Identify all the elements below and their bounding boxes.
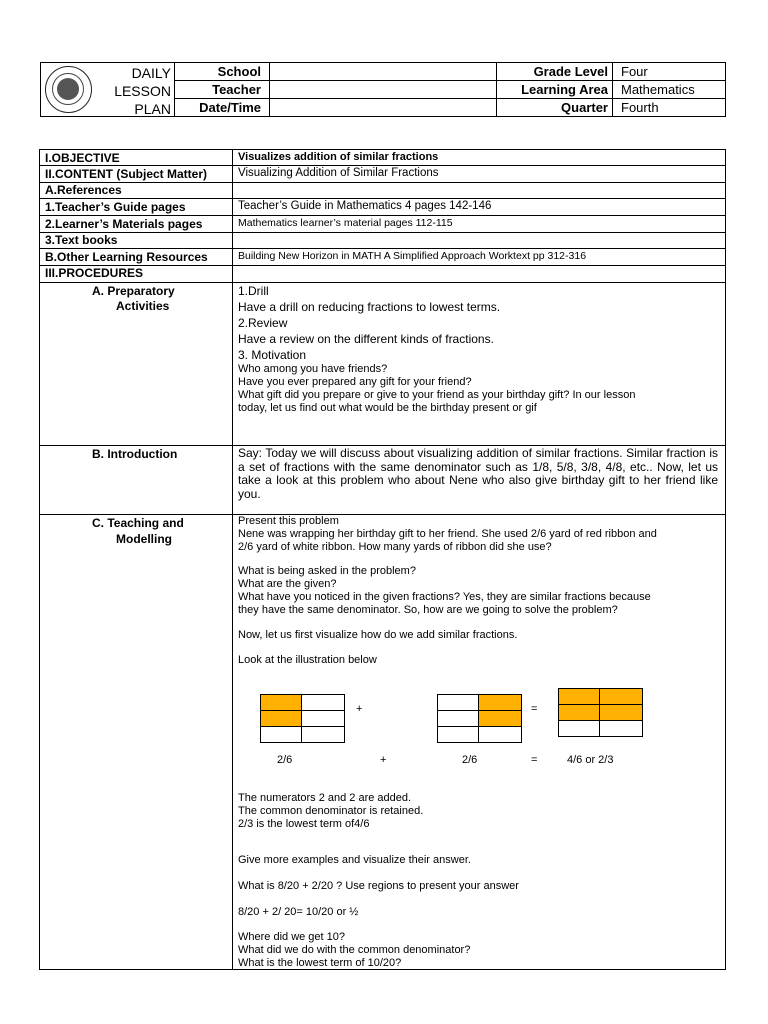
divider xyxy=(40,182,725,183)
objective-label: I.OBJECTIVE xyxy=(45,151,120,165)
cell xyxy=(302,695,344,711)
shaded-cell xyxy=(559,689,600,705)
fraction-region-3 xyxy=(558,688,643,737)
title-plan: PLAN xyxy=(134,101,171,117)
teach-line: What have you noticed in the given fractions? Yes, they are similar fractions because xyxy=(238,591,651,603)
plus-sign: + xyxy=(356,703,363,715)
cell xyxy=(559,721,600,736)
deped-seal xyxy=(45,66,92,113)
motivation-q3: What gift did you prepare or give to your friend as your birthday gift? In our lesson xyxy=(238,389,636,401)
fraction-region-2 xyxy=(437,694,522,743)
objective-value: Visualizes addition of similar fractions xyxy=(238,151,439,163)
drill-title: 1.Drill xyxy=(238,284,269,298)
lesson-table xyxy=(39,149,726,970)
title-lesson: LESSON xyxy=(114,83,171,99)
motivation-q1: Who among you have friends? xyxy=(238,363,388,375)
procedures-label: III.PROCEDURES xyxy=(45,266,144,280)
fraction-label-1: 2/6 xyxy=(277,754,293,766)
school-label: School xyxy=(217,64,261,79)
teach-line: Give more examples and visualize their answer. xyxy=(238,854,471,866)
motivation-q2: Have you ever prepared any gift for your friend? xyxy=(238,376,472,388)
teach-line: Look at the illustration below xyxy=(238,654,377,666)
prep-label-2: Activities xyxy=(116,299,170,313)
teach-line: What is 8/20 + 2/20 ? Use regions to present your answer xyxy=(238,880,519,892)
olr-value: Building New Horizon in MATH A Simplified Approach Worktext pp 312-316 xyxy=(238,250,587,262)
divider xyxy=(40,232,725,233)
motivation-q4: today, let us find out what would be the birthday present or gif xyxy=(238,402,537,414)
content-value: Visualizing Addition of Similar Fractions xyxy=(238,167,439,179)
review-title: 2.Review xyxy=(238,316,288,330)
fraction-region-1 xyxy=(260,694,345,743)
divider xyxy=(232,150,233,969)
motivation-title: 3. Motivation xyxy=(238,348,307,362)
teach-line: 2/3 is the lowest term of4/6 xyxy=(238,818,370,830)
teach-label-2: Modelling xyxy=(116,532,172,546)
teach-line: Present this problem xyxy=(238,515,339,527)
teach-line: Nene was wrapping her birthday gift to her friend. She used 2/6 yard of red ribbon and xyxy=(238,528,657,540)
drill-text: Have a drill on reducing fractions to lowest terms. xyxy=(238,300,501,314)
divider xyxy=(40,165,725,166)
shaded-cell xyxy=(261,711,302,727)
cell xyxy=(261,727,302,742)
teach-line: What is being asked in the problem? xyxy=(238,565,416,577)
teach-line: 2/6 yard of white ribbon. How many yards of ribbon did she use? xyxy=(238,541,552,553)
equals-sign: = xyxy=(531,703,538,715)
shaded-cell xyxy=(600,705,642,721)
teach-line: What is the lowest term of 10/20? xyxy=(238,957,402,969)
quarter-label: Quarter xyxy=(561,100,608,115)
plus-sign-2: + xyxy=(380,754,387,766)
cell xyxy=(438,695,479,711)
teach-line: What did we do with the common denominator? xyxy=(238,944,471,956)
teach-line: Where did we get 10? xyxy=(238,931,346,943)
fraction-label-2: 2/6 xyxy=(462,754,478,766)
divider xyxy=(612,63,613,116)
grade-label: Grade Level xyxy=(533,64,608,79)
shaded-cell xyxy=(559,705,600,721)
header-table xyxy=(40,62,726,117)
divider xyxy=(269,63,270,116)
divider xyxy=(174,80,725,81)
teach-line: they have the same denominator. So, how are we going to solve the problem? xyxy=(238,604,618,616)
prep-label-1: A. Preparatory xyxy=(92,284,175,298)
teacher-label: Teacher xyxy=(212,82,261,97)
title-daily: DAILY xyxy=(131,65,171,81)
textbooks-label: 3.Text books xyxy=(45,233,118,247)
teach-line: The numerators 2 and 2 are added. xyxy=(238,792,412,804)
divider xyxy=(40,514,725,515)
olr-label: B.Other Learning Resources xyxy=(45,250,208,264)
divider xyxy=(40,198,725,199)
content-label: II.CONTENT (Subject Matter) xyxy=(45,167,208,181)
divider xyxy=(174,98,725,99)
shaded-cell xyxy=(261,695,302,711)
cell xyxy=(438,727,479,742)
datetime-label: Date/Time xyxy=(199,100,261,115)
shaded-cell xyxy=(479,695,521,711)
divider xyxy=(40,215,725,216)
tg-label: 1.Teacher’s Guide pages xyxy=(45,200,186,214)
review-text: Have a review on the different kinds of fractions. xyxy=(238,332,494,346)
quarter-value: Fourth xyxy=(621,100,659,115)
shaded-cell xyxy=(479,711,521,727)
teach-line: The common denominator is retained. xyxy=(238,805,424,817)
intro-label: B. Introduction xyxy=(92,447,178,461)
area-value: Mathematics xyxy=(621,82,695,97)
area-label: Learning Area xyxy=(521,82,608,97)
equals-sign-2: = xyxy=(531,754,538,766)
divider xyxy=(40,248,725,249)
grade-value: Four xyxy=(621,64,648,79)
cell xyxy=(438,711,479,727)
references-label: A.References xyxy=(45,183,122,197)
fraction-label-3: 4/6 or 2/3 xyxy=(567,754,614,766)
teach-line: What are the given? xyxy=(238,578,337,590)
lm-label: 2.Learner’s Materials pages xyxy=(45,217,203,231)
shaded-cell xyxy=(600,689,642,705)
teach-line: Now, let us first visualize how do we add similar fractions. xyxy=(238,629,518,641)
intro-text: Say: Today we will discuss about visualizing addition of similar fractions. Similar fraction is a set of fractions with the same denominator such as 1/8, 5/8, 3/8, 4/8, etc.. Now, let us take a look at this problem who about Nene who also give birthday gift to her friend like you. xyxy=(238,446,718,501)
divider xyxy=(40,282,725,283)
teach-line: 8/20 + 2/ 20= 10/20 or ½ xyxy=(238,906,359,918)
lm-value: Mathematics learner’s material pages 112-115 xyxy=(238,217,453,229)
cell xyxy=(302,711,344,727)
teach-label-1: C. Teaching and xyxy=(92,516,184,530)
tg-value: Teacher’s Guide in Mathematics 4 pages 142-146 xyxy=(238,200,492,212)
